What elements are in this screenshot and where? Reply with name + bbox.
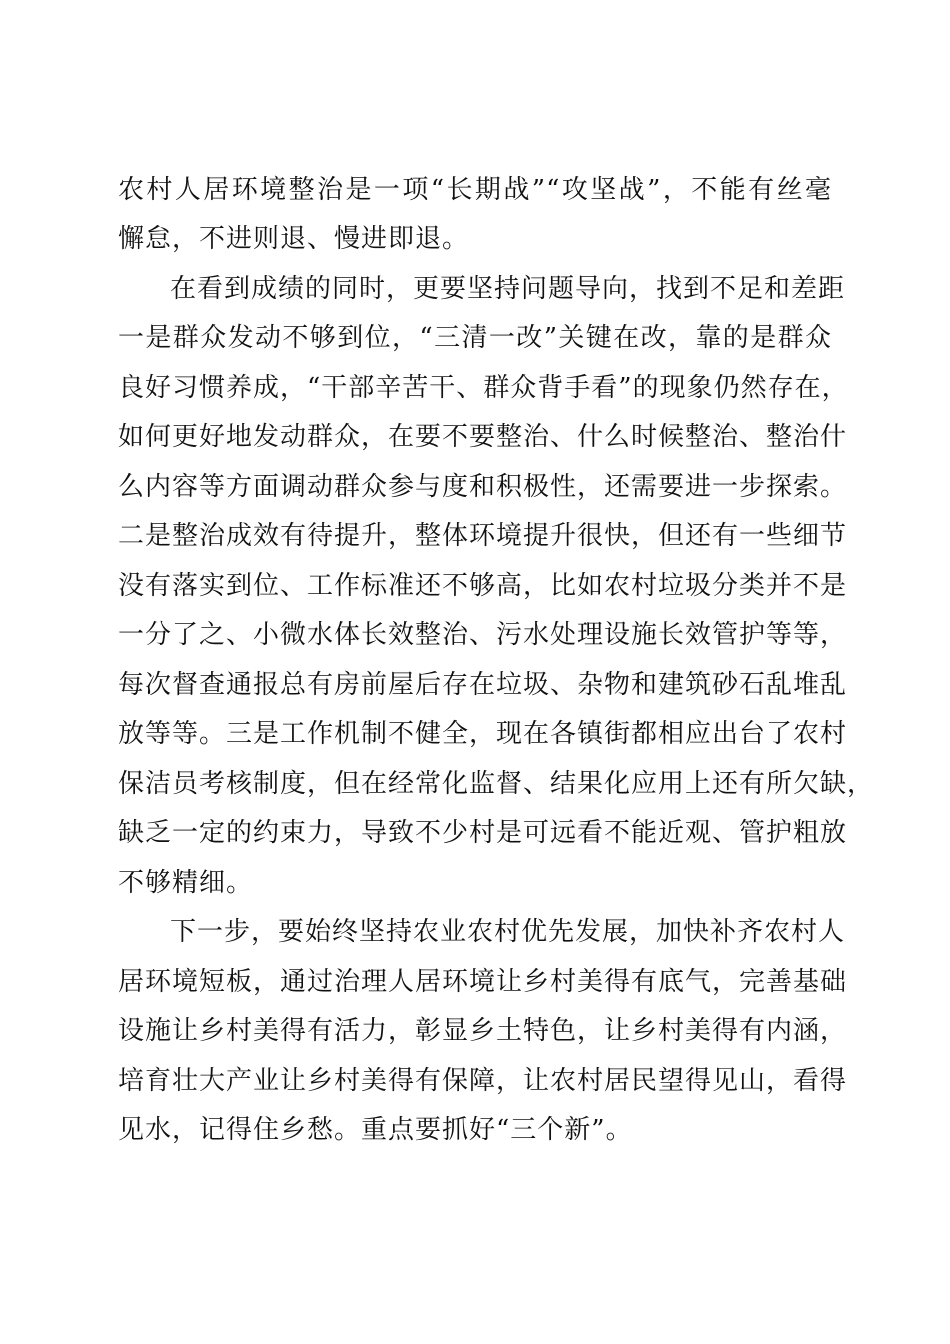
paragraph-start-line: 下一步，要始终坚持农业农村优先发展，加快补齐农村人 (170, 917, 846, 947)
text-line: 一是群众发动不够到位，“三清一改”关键在改，靠的是群众 (118, 323, 832, 353)
text-line: 缺乏一定的约束力，导致不少村是可远看不能近观、管护粗放 (118, 818, 848, 848)
text-line: 如何更好地发动群众，在要不要整治、什么时候整治、整治什 (118, 422, 848, 452)
text-line: 不够精细。 (118, 868, 254, 898)
paragraph-start-line: 在看到成绩的同时，更要坚持问题导向，找到不足和差距 (170, 274, 846, 304)
text-line: 良好习惯养成，“干部辛苦干、群众背手看”的现象仍然存在， (118, 373, 849, 403)
text-line: 么内容等方面调动群众参与度和积极性，还需要进一步探索。 (118, 472, 848, 502)
text-line: 每次督查通报总有房前屋后存在垃圾、杂物和建筑砂石乱堆乱 (118, 670, 848, 700)
text-line: 没有落实到位、工作标准还不够高，比如农村垃圾分类并不是 (118, 571, 848, 601)
text-line: 居环境短板，通过治理人居环境让乡村美得有底气，完善基础 (118, 967, 848, 997)
text-line: 一分了之、小微水体长效整治、污水处理设施长效管护等等， (118, 620, 848, 650)
text-line: 培育壮大产业让乡村美得有保障，让农村居民望得见山，看得 (118, 1066, 848, 1096)
text-line: 二是整治成效有待提升，整体环境提升很快，但还有一些细节 (118, 521, 848, 551)
text-line: 农村人居环境整治是一项“长期战”“攻坚战”，不能有丝毫 (118, 175, 832, 205)
text-line: 放等等。三是工作机制不健全，现在各镇街都相应出台了农村 (118, 719, 848, 749)
text-line: 保洁员考核制度，但在经常化监督、结果化应用上还有所欠缺， (118, 769, 875, 799)
text-line: 设施让乡村美得有活力，彰显乡土特色，让乡村美得有内涵， (118, 1016, 848, 1046)
text-line: 见水，记得住乡愁。重点要抓好“三个新”。 (118, 1115, 633, 1145)
text-line: 懈怠，不进则退、慢进即退。 (118, 224, 470, 254)
